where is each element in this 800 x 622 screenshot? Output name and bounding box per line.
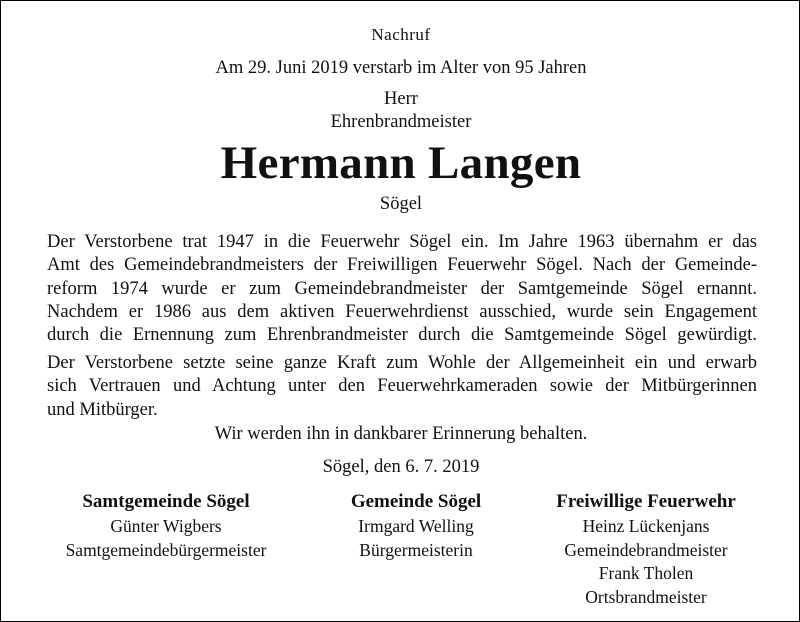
tribute-paragraph [47, 352, 757, 422]
signature-name: Irmgard Welling [358, 516, 474, 536]
signature-org: Gemeinde Sögel [350, 491, 482, 512]
death-announcement: Am 29. Juni 2019 verstarb im Alter von 95 Jahren [215, 58, 587, 78]
signature-block-gemeinde [301, 488, 531, 562]
signature-block-samtgemeinde [41, 488, 291, 562]
paragraph-line: Nachdem er 1986 aus dem aktiven Feuerwehrdienst ausschied, wurde sein Engagement [47, 301, 757, 322]
salutation: Herr [384, 89, 418, 109]
closing-line: Wir werden ihn in dankbarer Erinnerung behalten. [214, 424, 588, 444]
paragraph-line: Der Verstorbene setzte seine ganze Kraft zum Wohle der Allgemeinheit ein und erwarb [47, 353, 757, 373]
paragraph-line: Amt des Gemeindebrandmeisters der Freiwilligen Feuerwehr Sögel. Nach der Gemeinde- [47, 255, 757, 276]
signature-org: Freiwillige Feuerwehr [556, 491, 736, 512]
deceased-place: Sögel [379, 194, 423, 214]
place-and-date: Sögel, den 6. 7. 2019 [322, 457, 480, 477]
notice-label: Nachruf [371, 25, 431, 44]
honorary-title: Ehrenbrandmeister [330, 112, 472, 132]
paragraph-line: reform 1974 wurde er zum Gemeindebrandmeister der Samtgemeinde Sögel ernannt. [47, 278, 757, 299]
signature-role: Samtgemeindebürgermeister [65, 539, 267, 560]
signature-role: Gemeindebrandmeister [564, 539, 728, 560]
paragraph-line: durch die Ernennung zum Ehrenbrandmeister durch die Samtgemeinde Sögel gewürdigt. [47, 325, 757, 346]
paragraph-line: Der Verstorbene trat 1947 in die Feuerwehr Sögel ein. Im Jahre 1963 übernahm er das [47, 232, 757, 252]
signature-org: Samtgemeinde Sögel [82, 491, 250, 512]
signature-role: Bürgermeisterin [359, 539, 473, 560]
signature-name: Günter Wigbers [110, 516, 222, 536]
signature-role: Ortsbrandmeister [585, 586, 707, 607]
biography-paragraph [47, 231, 757, 347]
signature-name: Frank Tholen [598, 563, 694, 583]
deceased-name: Hermann Langen [220, 137, 582, 189]
signature-block-feuerwehr [521, 488, 771, 609]
paragraph-line: und Mitbürger. [47, 399, 158, 420]
paragraph-line: sich Vertrauen und Achtung unter den Feuerwehrkameraden sowie der Mitbürgerinnen [47, 376, 757, 397]
signature-name: Heinz Lückenjans [582, 516, 710, 536]
